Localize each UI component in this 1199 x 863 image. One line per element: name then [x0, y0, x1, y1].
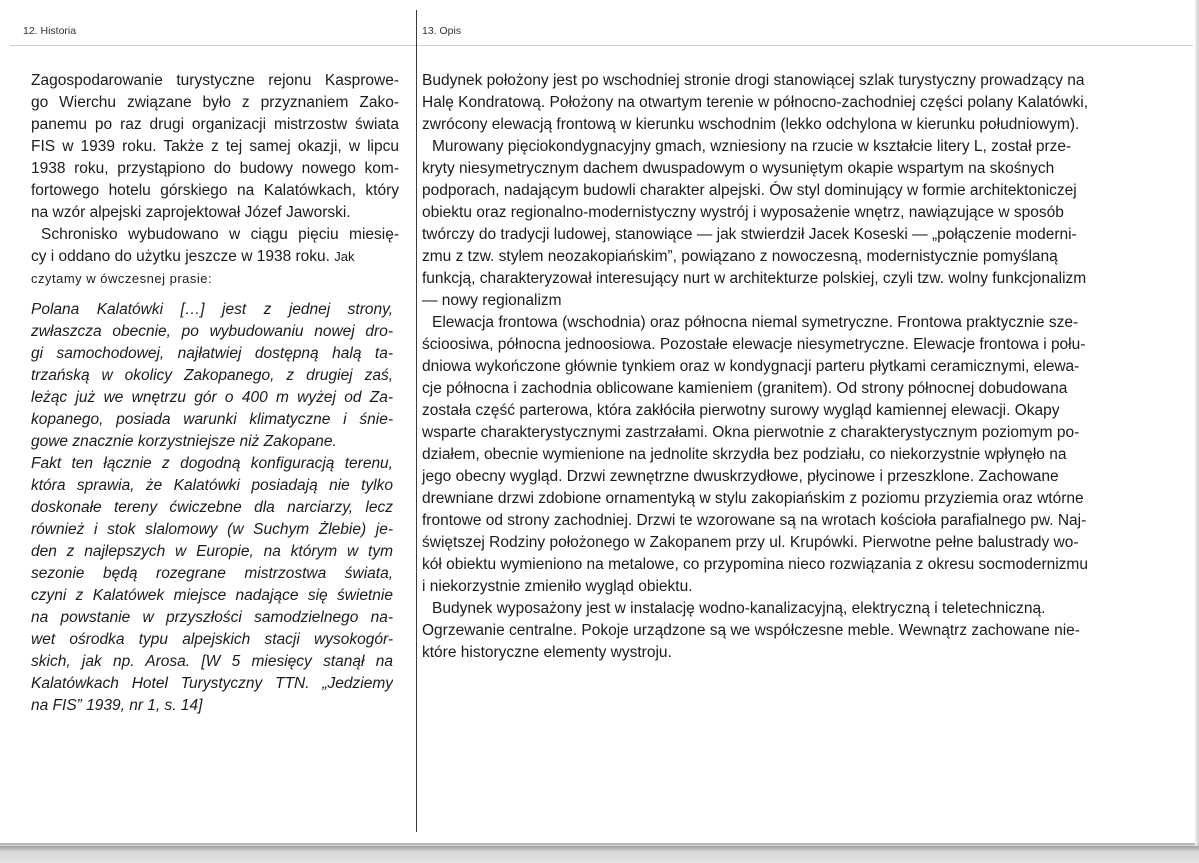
text-line: frontowe od strony zachodniej. Drzwi te wzorowane są na wrotach kościoła parafialnego pw. Naj-: [422, 512, 1087, 529]
text-line: kół obiektu wymieniono na metalowe, co przypomina nieco rozwiązania z okresu socmodernizmu: [422, 556, 1088, 573]
quote-line: skich, jak np. Arosa. [W 5 miesięcy stanął na: [31, 653, 393, 670]
text-line: i niekorzystnie zmieniło wygląd obiektu.: [422, 578, 693, 595]
text-line: Murowany pięciokondygnacyjny gmach, wzniesiony na rzucie w kształcie litery L, został prze-: [432, 138, 1072, 155]
header-divider: [10, 45, 1193, 46]
text-line: Schronisko wybudowano w ciągu pięciu miesię-: [41, 226, 399, 243]
text-line: działem, obecnie wymienione na jednolite skrzydła bez podziału, co niekorzystnie wpłynęło na: [422, 446, 1067, 463]
text-line: dniowa wykończone głównie tynkiem oraz w kondygnacji parteru płytkami ceramicznymi, elewa-: [422, 358, 1080, 375]
text-line: obiektu oraz regionalno-modernistyczny wystrój i wyposażenie wnętrz, nawiązujące w sposób: [422, 204, 1064, 221]
quote-line: gowe znacznie korzystniejsze niż Zakopane.: [31, 433, 337, 450]
quote-line: leżąc już we wnętrzu gór o 400 m wyżej od Za-: [31, 389, 393, 406]
text-line: jego obecny wygląd. Drzwi zewnętrzne dwuskrzydłowe, płycinowe i przeszklone. Zachowane: [422, 468, 1059, 485]
text-line: go Wierchu związane było z przyznaniem Zako-: [31, 94, 399, 111]
quote-line: na FIS” 1939, nr 1, s. 14]: [31, 697, 203, 714]
text-line: — nowy regionalizm: [422, 292, 562, 309]
text-fragment-small: Jak: [334, 249, 355, 264]
quote-line: również i stok slalomowy (w Suchym Żlebie) je-: [31, 521, 393, 538]
text-line: drewniane drzwi zdobione ornamentyką w stylu zakopiańskim z poziomu przyziemia oraz wtórne: [422, 490, 1084, 507]
quote-line: trzańską w okolicy Zakopanego, z drugiej zaś,: [31, 367, 393, 384]
text-line: 1938 roku, przystąpiono do budowy nowego kom-: [31, 160, 399, 177]
history-paragraph-2: [31, 224, 399, 290]
column-divider: [416, 10, 417, 832]
quote-line: Fakt ten łącznie z dogodną konfiguracją terenu,: [31, 455, 393, 472]
text-line: fortowego hotelu górskiego na Kalatówkach, który: [31, 182, 399, 199]
quote-line: kopanego, posiada warunki klimatyczne i śnie-: [31, 411, 393, 428]
text-line: FIS w 1939 roku. Także z tej samej okazji, w lipcu: [31, 138, 399, 155]
text-line: Halę Kondratową. Położony na otwartym terenie w północno-zachodniej części polany Kalatówki,: [422, 94, 1089, 111]
text-line: wsparte charakterystycznymi zastrzałami. Okna pierwotnie z charakterystycznym poziomym po-: [422, 424, 1080, 441]
quote-line: na powstanie w przyszłości samodzielnego na-: [31, 609, 393, 626]
text-line: zmu z tzw. stylem neozakopiańskim”, powiązano z nowoczesną, modernistycznie pomyślaną: [422, 248, 1058, 265]
quote-line: Polana Kalatówki […] jest z jednej strony,: [31, 301, 393, 318]
text-line: czytamy w ówczesnej prasie:: [31, 271, 213, 286]
description-column: [422, 70, 1162, 664]
text-line: Budynek położony jest po wschodniej stronie drogi stanowiącej szlak turystyczny prowadzący na: [422, 72, 1085, 89]
text-line: funkcją, charakteryzował interesujący nurt w architekturze polskiej, czyli tzw. wolny funkcjonalizm: [422, 270, 1087, 287]
description-paragraph-2: [422, 136, 1162, 312]
text-line: świętszej Rodziny położonego w Zakopanem przy ul. Krupówki. Pierwotne pełne balustrady wo-: [422, 534, 1079, 551]
quote-line: wet ośrodka typu alpejskich stacji wysokogór-: [31, 631, 393, 648]
section-header-description: 13. Opis: [422, 25, 462, 37]
text-fragment: cy i oddano do użytku jeszcze w 1938 roku.: [31, 248, 330, 265]
text-line: Elewacja frontowa (wschodnia) oraz północna niemal symetryczne. Frontowa praktycznie sze-: [432, 314, 1079, 331]
text-line: Ogrzewanie centralne. Pokoje urządzone są we współczesne meble. Wewnątrz zachowane nie-: [422, 622, 1080, 639]
text-line: ścioosiwa, północna jednoosiowa. Pozostałe elewacje niesymetryczne. Elewacje frontowa i połu-: [422, 336, 1086, 353]
text-line: zwrócony elewacją frontową w kierunku wschodnim (lekko odchylona w kierunku południowym).: [422, 116, 1080, 133]
text-line: [31, 246, 399, 268]
text-line: Zagospodarowanie turystyczne rejonu Kasprowe-: [31, 72, 399, 89]
text-line: na wzór alpejski zaprojektował Józef Jaworski.: [31, 204, 351, 221]
quote-line: gi samochodowej, najłatwiej dostępną halą ta-: [31, 345, 393, 362]
text-line: została część parterowa, która zakłóciła pierwotny surowy wygląd kamiennej elewacji. Okapy: [422, 402, 1060, 419]
section-header-history: 12. Historia: [23, 25, 77, 37]
quote-line: która sprawia, że Kalatówki posiadają nie tylko: [31, 477, 393, 494]
text-line: kryty niesymetrycznym dachem dwuspadowym o wysuniętym okapie wspartym na skośnych: [422, 160, 1055, 177]
text-line: cje północna i zachodnia oblicowane kamieniem (granitem). Od strony północnej dobudowana: [422, 380, 1068, 397]
text-line: panemu po raz drugi organizacji mistrzostw świata: [31, 116, 399, 133]
quote-line: zwłaszcza obecnie, po wybudowaniu nowej dro-: [31, 323, 393, 340]
description-paragraph-4: [422, 598, 1162, 664]
quote-line: doskonałe tereny ćwiczebne dla narciarzy, lecz: [31, 499, 393, 516]
history-paragraph-1: [31, 70, 399, 224]
text-line: podporach, nadającym budowli charakter alpejski. Ów styl dominujący w formie architektoniczej: [422, 182, 1077, 199]
quote-line: Kalatówkach Hotel Turystyczny TTN. „Jedziemy: [31, 675, 393, 692]
text-line: które historyczne elementy wystroju.: [422, 644, 672, 661]
quote-line: den z najlepszych w Europie, na którym w tym: [31, 543, 393, 560]
scan-bottom-shadow: [0, 846, 1199, 863]
text-line: Budynek wyposażony jest w instalację wodno-kanalizacyjną, elektryczną i teletechniczną.: [432, 600, 1046, 617]
text-line: twórczy do tradycji ludowej, stanowiące — jak stwierdził Jacek Koseski — „połączenie moderni-: [422, 226, 1077, 243]
quote-line: czyni z Kalatówek miejsce nadające się świetnie: [31, 587, 393, 604]
history-column: [31, 70, 399, 717]
description-paragraph-3: [422, 312, 1162, 598]
description-paragraph-1: [422, 70, 1162, 136]
page-edge-shadow: [1195, 0, 1199, 846]
press-quote: [31, 299, 393, 717]
quote-line: sezonie będą rozegrane mistrzostwa świata,: [31, 565, 393, 582]
